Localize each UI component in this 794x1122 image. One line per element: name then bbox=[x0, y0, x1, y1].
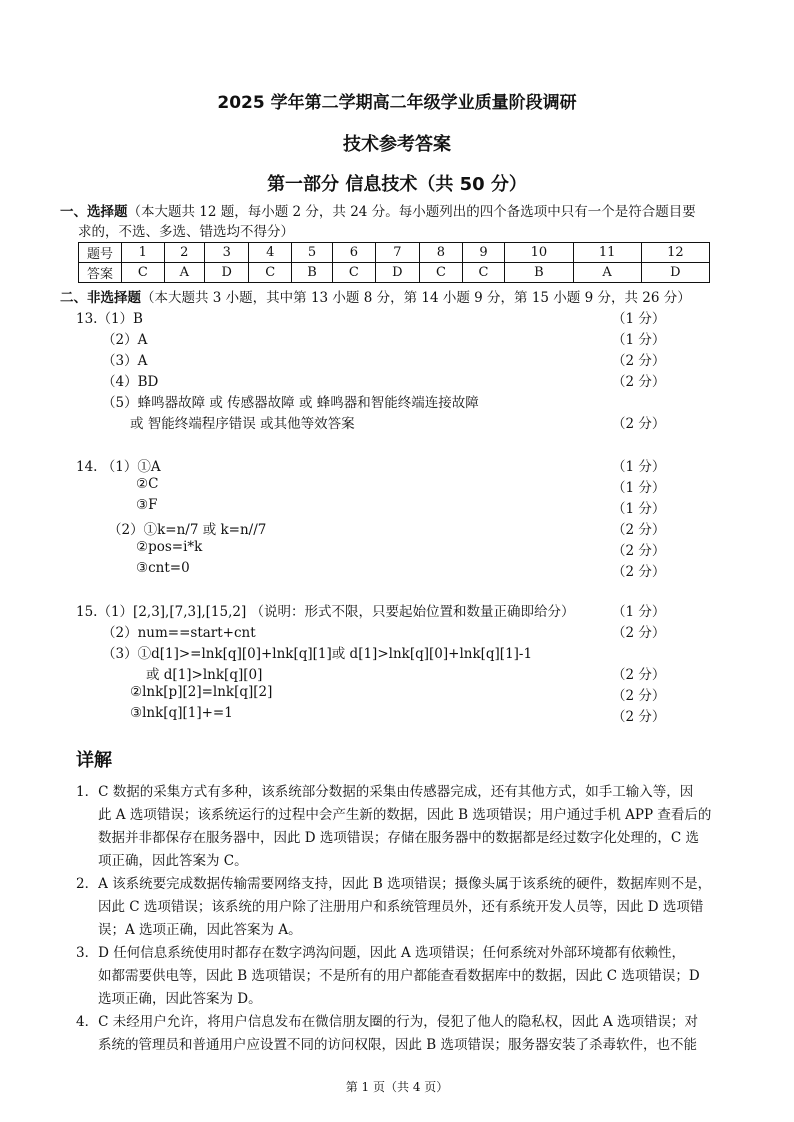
table-cell: D bbox=[375, 263, 419, 283]
answer-text: 14. （1）①A bbox=[76, 459, 161, 475]
answer-line bbox=[0, 705, 794, 726]
points: （1 分） bbox=[612, 311, 666, 327]
answer-text: 或 d[1]>lnk[q][0] bbox=[146, 667, 263, 683]
table-cell: 12 bbox=[641, 243, 709, 263]
answer-row bbox=[79, 263, 710, 283]
answer-text: （5）蜂鸣器故障 或 传感器故障 或 蜂鸣器和智能终端连接故障 bbox=[102, 395, 479, 411]
points: （1 分） bbox=[612, 480, 666, 496]
table-cell: C bbox=[249, 263, 292, 283]
table-cell: 9 bbox=[462, 243, 505, 263]
detail-line: 此 A 选项错误；该系统运行的过程中会产生新的数据，因此 B 选项错误；用户通过手机 APP 查看后的 bbox=[98, 807, 712, 823]
points: （1 分） bbox=[612, 604, 666, 620]
answer-line bbox=[0, 455, 794, 476]
points: （2 分） bbox=[612, 564, 666, 580]
answer-text: ③lnk[q][1]+=1 bbox=[130, 705, 233, 721]
answer-text: （2）A bbox=[102, 332, 148, 348]
table-cell: C bbox=[333, 263, 376, 283]
points: （1 分） bbox=[612, 332, 666, 348]
answer-text: 或 智能终端程序错误 或其他等效答案 bbox=[130, 416, 355, 432]
answer-table bbox=[78, 242, 710, 283]
points: （2 分） bbox=[612, 543, 666, 559]
answer-text: ②C bbox=[136, 476, 159, 492]
table-cell: 3 bbox=[204, 243, 248, 263]
section1-desc-line1: （本大题共 12 题，每小题 2 分，共 24 分。每小题列出的四个备选项中只有一个是符合题目要 bbox=[127, 204, 696, 220]
section1-desc-line2: 求的，不选、多选、错选均不得分） bbox=[78, 224, 294, 240]
section1-intro bbox=[60, 201, 696, 223]
page-footer: 第 1 页（共 4 页） bbox=[345, 1080, 449, 1094]
table-cell: 6 bbox=[333, 243, 376, 263]
detail-line: 误；A 选项正确，因此答案为 A。 bbox=[98, 922, 302, 938]
answer-line bbox=[0, 391, 794, 412]
part-title: 第一部分 信息技术（共 50 分） bbox=[267, 174, 527, 195]
answer-text: （4）BD bbox=[102, 374, 159, 390]
section1-heading: 一、选择题 bbox=[60, 204, 128, 220]
detail-line: 如都需要供电等，因此 B 选项错误；不是所有的用户都能查看数据库中的数据，因此 C 选项错误；D bbox=[98, 968, 700, 984]
answer-line bbox=[0, 684, 794, 705]
answer-line bbox=[0, 600, 794, 621]
points: （1 分） bbox=[612, 501, 666, 517]
answer-line bbox=[0, 476, 794, 497]
table-cell: 11 bbox=[573, 243, 641, 263]
answer-line bbox=[0, 642, 794, 663]
answer-text: 13.（1）B bbox=[76, 311, 143, 327]
answer-text: （3）①d[1]>=lnk[q][0]+lnk[q][1]或 d[1]>lnk[q][0]+lnk[q][1]-1 bbox=[102, 646, 533, 662]
answer-text: 15.（1）[2,3],[7,3],[15,2] （说明：形式不限，只要起始位置和数量正确即给分） bbox=[76, 604, 575, 620]
answer-line bbox=[0, 518, 794, 539]
points: （2 分） bbox=[612, 709, 666, 725]
answer-text: ②lnk[p][2]=lnk[q][2] bbox=[130, 684, 273, 700]
points: （2 分） bbox=[612, 374, 666, 390]
table-cell: 5 bbox=[292, 243, 333, 263]
detail-line: 项正确，因此答案为 C。 bbox=[98, 853, 248, 869]
detail-line: 1．C 数据的采集方式有多种，该系统部分数据的采集由传感器完成，还有其他方式，如手工输入等，因 bbox=[76, 784, 694, 800]
table-cell: B bbox=[505, 263, 573, 283]
details-heading: 详解 bbox=[76, 750, 112, 771]
points: （2 分） bbox=[612, 625, 666, 641]
table-cell: C bbox=[462, 263, 505, 283]
answer-line bbox=[0, 539, 794, 560]
points: （2 分） bbox=[612, 522, 666, 538]
table-cell: 8 bbox=[420, 243, 463, 263]
table-cell: 2 bbox=[164, 243, 204, 263]
answer-line bbox=[0, 370, 794, 391]
section2-heading: 二、非选择题 bbox=[60, 290, 141, 306]
answer-line bbox=[0, 560, 794, 581]
answer-text: ③F bbox=[136, 497, 158, 513]
points: （1 分） bbox=[612, 459, 666, 475]
points: （2 分） bbox=[612, 688, 666, 704]
detail-line: 选项正确，因此答案为 D。 bbox=[98, 991, 262, 1007]
table-cell: 4 bbox=[249, 243, 292, 263]
table-cell: A bbox=[573, 263, 641, 283]
answer-line bbox=[0, 412, 794, 433]
answer-line bbox=[0, 307, 794, 328]
answer-key-title: 技术参考答案 bbox=[343, 134, 451, 155]
points: （2 分） bbox=[612, 353, 666, 369]
table-cell: B bbox=[292, 263, 333, 283]
answer-line bbox=[0, 349, 794, 370]
table-cell: D bbox=[204, 263, 248, 283]
row-label-number: 题号 bbox=[79, 243, 122, 263]
answer-line bbox=[0, 621, 794, 642]
section2-desc: （本大题共 3 小题，其中第 13 小题 8 分，第 14 小题 9 分，第 15 小题 9 分，共 26 分） bbox=[141, 290, 691, 306]
table-cell: D bbox=[641, 263, 709, 283]
row-label-answer: 答案 bbox=[79, 263, 122, 283]
answer-text: （3）A bbox=[102, 353, 148, 369]
answer-line bbox=[0, 663, 794, 684]
answer-text: （2）num==start+cnt bbox=[102, 625, 256, 641]
section2-intro bbox=[60, 287, 691, 309]
answer-line bbox=[0, 497, 794, 518]
answer-line bbox=[0, 328, 794, 349]
table-cell: 1 bbox=[122, 243, 165, 263]
detail-line: 系统的管理员和普通用户应设置不同的访问权限，因此 B 选项错误；服务器安装了杀毒软件，也不能 bbox=[98, 1037, 698, 1053]
answer-text: ②pos=i*k bbox=[136, 539, 203, 555]
detail-line: 3．D 任何信息系统使用时都存在数字鸿沟问题，因此 A 选项错误；任何系统对外部环境都有依赖性， bbox=[76, 945, 686, 961]
answer-text: ③cnt=0 bbox=[136, 560, 190, 576]
table-cell: 7 bbox=[375, 243, 419, 263]
points: （2 分） bbox=[612, 667, 666, 683]
exam-title: 2025 学年第二学期高二年级学业质量阶段调研 bbox=[217, 93, 577, 113]
table-cell: A bbox=[164, 263, 204, 283]
table-cell: C bbox=[420, 263, 463, 283]
detail-line: 数据并非都保存在服务器中，因此 D 选项错误；存储在服务器中的数据都是经过数字化处理的，C 选 bbox=[98, 830, 700, 846]
table-cell: 10 bbox=[505, 243, 573, 263]
points: （2 分） bbox=[612, 416, 666, 432]
detail-line: 4．C 未经用户允许，将用户信息发布在微信朋友圈的行为，侵犯了他人的隐私权，因此 A 选项错误；对 bbox=[76, 1014, 699, 1030]
answer-text: （2）①k=n/7 或 k=n//7 bbox=[108, 522, 267, 538]
detail-line: 2．A 该系统要完成数据传输需要网络支持，因此 B 选项错误；摄像头属于该系统的硬件，数据库则不是， bbox=[76, 876, 712, 892]
question-number-row bbox=[79, 243, 710, 263]
detail-line: 因此 C 选项错误；该系统的用户除了注册用户和系统管理员外，还有系统开发人员等，因此 D 选项错 bbox=[98, 899, 704, 915]
table-cell: C bbox=[122, 263, 165, 283]
